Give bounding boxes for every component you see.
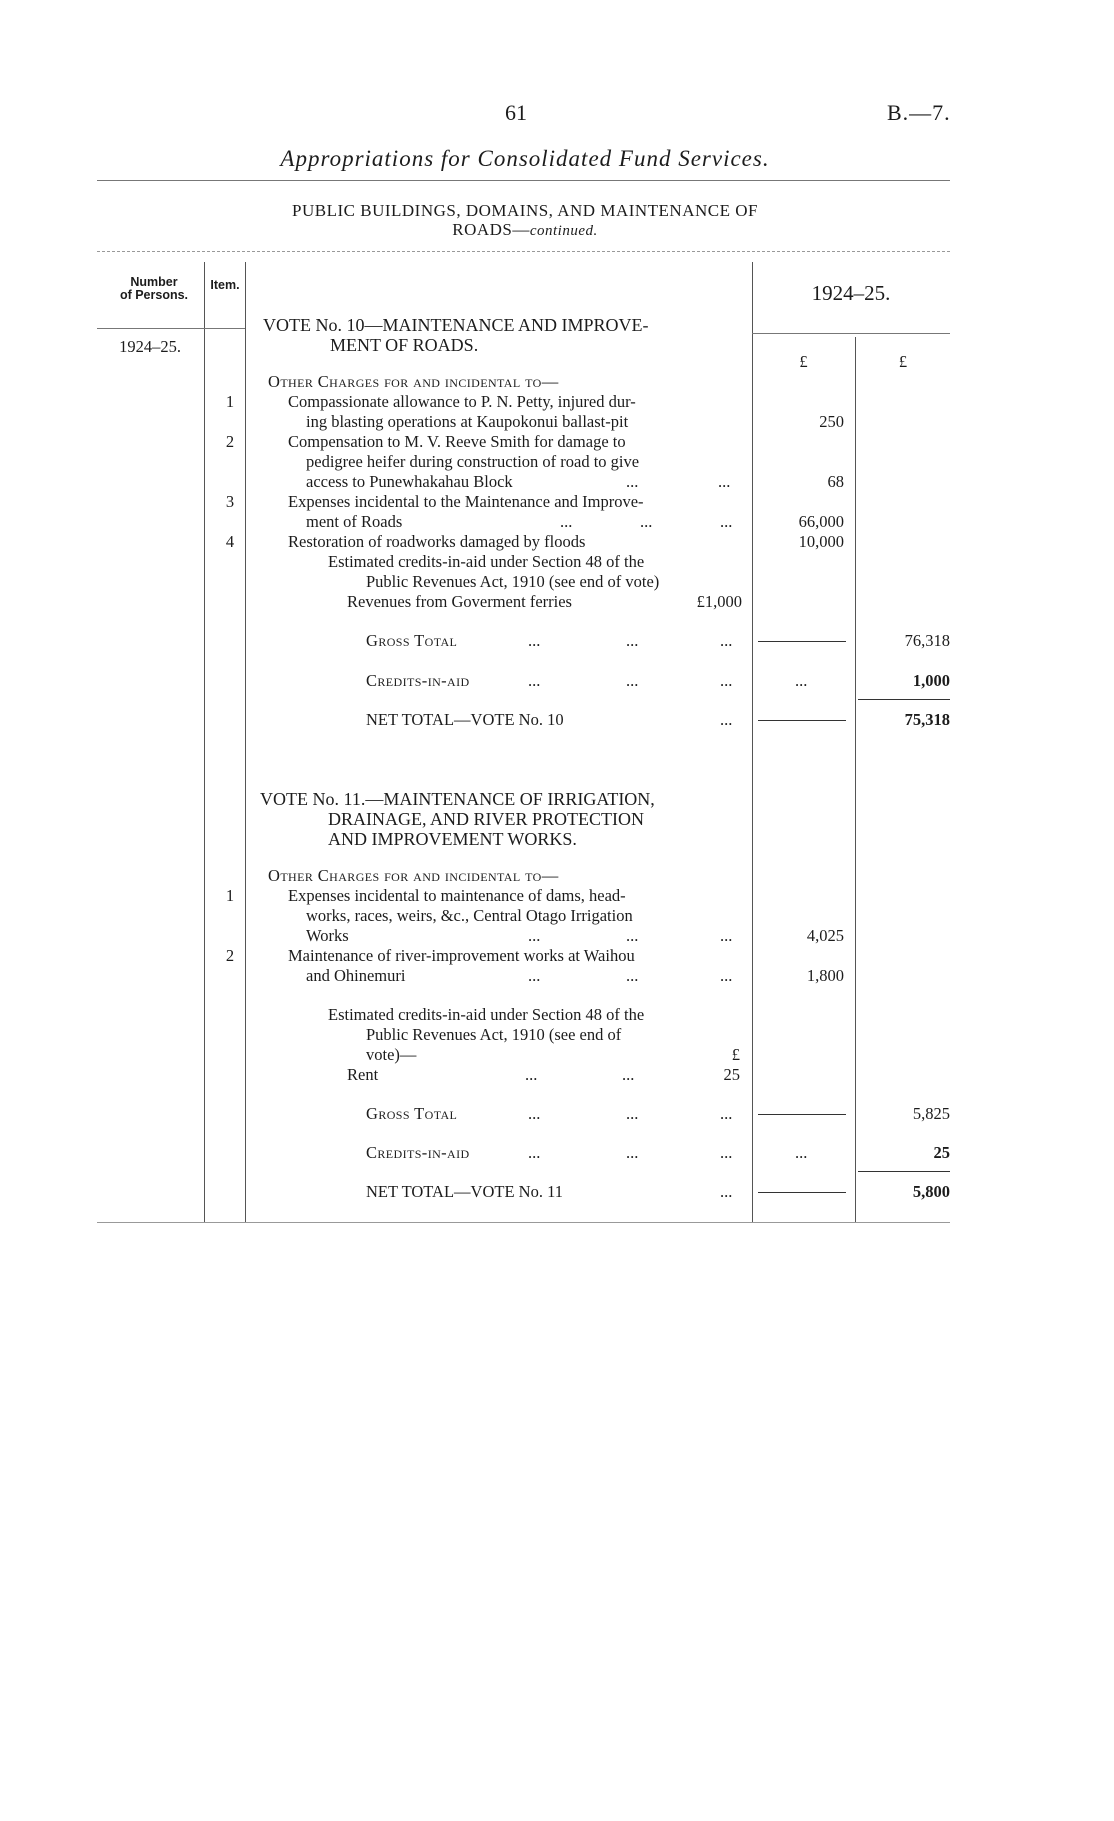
vote11-item-1-number: 1: [225, 886, 235, 905]
vote10-item-1-number: 1: [225, 392, 235, 411]
vote10-item-1-line2: ing blasting operations at Kaupokonui ballast-pit: [306, 412, 629, 431]
vote10-item-3-number: 3: [225, 492, 235, 511]
vote10-item-2-line3: access to Punewhakahau Block: [306, 472, 513, 491]
vote11-gross-leader-c: ...: [720, 1104, 733, 1123]
vote10-credits-leader-b: ...: [626, 671, 639, 690]
vote11-item-1-line3: Works: [306, 926, 349, 945]
vote11-item-1-line1: Expenses incidental to maintenance of dams, head-: [288, 886, 626, 905]
vote10-credits-note-line3: Revenues from Goverment ferries: [347, 592, 572, 611]
vote10-item-3-line2: ment of Roads: [306, 512, 403, 531]
vote11-item-1-leader-b: ...: [626, 926, 639, 945]
title-rule: [97, 180, 950, 181]
vote10-item-1-amount: 250: [819, 412, 844, 431]
vote10-gross-total: 76,318: [904, 631, 950, 650]
vote11-gross-leader-a: ...: [528, 1104, 541, 1123]
vote11-credits-note-line1: Estimated credits-in-aid under Section 48 of the: [328, 1005, 645, 1024]
persons-header-line1: Number: [130, 275, 178, 289]
vote10-net-total: 75,318: [904, 710, 950, 729]
vote11-gross-amount-dash: [758, 1114, 846, 1115]
vote11-net-total: 5,800: [912, 1182, 950, 1201]
column-divider-persons: [204, 262, 205, 1222]
vote11-net-leader: ...: [720, 1182, 733, 1201]
page-number: 61: [505, 100, 527, 125]
vote10-item-3-leader-a: ...: [560, 512, 573, 531]
year-header-rule: [752, 333, 950, 334]
vote11-credits-label: Credits-in-aid: [366, 1143, 470, 1162]
vote11-heading-line2: DRAINAGE, AND RIVER PROTECTION: [328, 809, 644, 829]
vote11-item-1-leader-c: ...: [720, 926, 733, 945]
vote11-net-label: NET TOTAL—VOTE No. 11: [366, 1182, 563, 1201]
pound-sign-total: £: [898, 352, 908, 371]
section-title-roads: ROADS—: [452, 220, 530, 239]
vote10-net-leader: ...: [720, 710, 733, 729]
vote11-gross-leader-b: ...: [626, 1104, 639, 1123]
vote10-credits-note-line2: Public Revenues Act, 1910 (see end of vote): [366, 572, 660, 591]
vote10-net-amount-dash: [758, 720, 846, 721]
vote11-gross-total: 5,825: [912, 1104, 950, 1123]
vote11-heading-line3: AND IMPROVEMENT WORKS.: [328, 829, 577, 849]
vote10-gross-leader-c: ...: [720, 631, 733, 650]
vote10-gross-leader-a: ...: [528, 631, 541, 650]
vote11-credits-total: 25: [933, 1143, 950, 1162]
vote10-credits-total: 1,000: [912, 671, 950, 690]
year-column-header: 1924–25.: [811, 281, 891, 305]
document-reference: B.—7.: [887, 100, 951, 125]
persons-year: 1924–25.: [119, 337, 181, 356]
vote10-heading-line2: MENT OF ROADS.: [330, 335, 479, 355]
vote11-credits-leader-a: ...: [528, 1143, 541, 1162]
item-column-header: Item.: [210, 278, 240, 292]
vote11-rent-amount: 25: [723, 1065, 740, 1084]
vote10-net-label: NET TOTAL—VOTE No. 10: [366, 710, 564, 729]
vote10-item-3-leader-b: ...: [640, 512, 653, 531]
vote10-charges-heading: Other Charges for and incidental to—: [268, 372, 559, 391]
vote10-credits-leader-c: ...: [720, 671, 733, 690]
persons-column-header: [108, 276, 200, 302]
vote10-item-2-amount: 68: [827, 472, 844, 491]
vote11-credits-leader-b: ...: [626, 1143, 639, 1162]
vote10-credits-amount-leader: ...: [795, 671, 808, 690]
vote11-credits-note-line2: Public Revenues Act, 1910 (see end of: [366, 1025, 622, 1044]
vote10-item-3-line1: Expenses incidental to the Maintenance and Improve-: [288, 492, 644, 511]
vote11-item-1-leader-a: ...: [528, 926, 541, 945]
vote11-item-2-leader-c: ...: [720, 966, 733, 985]
vote11-charges-heading: Other Charges for and incidental to—: [268, 866, 559, 885]
vote11-item-2-amount: 1,800: [806, 966, 844, 985]
vote10-credits-note-amount: £1,000: [696, 592, 742, 611]
column-divider-desc: [752, 262, 753, 1222]
vote11-item-2-leader-a: ...: [528, 966, 541, 985]
vote10-gross-label: Gross Total: [366, 631, 458, 650]
column-divider-amount: [855, 337, 856, 1222]
vote11-item-2-line2: and Ohinemuri: [306, 966, 406, 985]
vote11-credits-leader-c: ...: [720, 1143, 733, 1162]
vote11-item-1-amount: 4,025: [806, 926, 844, 945]
vote10-item-2-leader-a: ...: [626, 472, 639, 491]
vote11-item-2-leader-b: ...: [626, 966, 639, 985]
persons-header-rule: [97, 328, 245, 329]
table-bottom-rule: [97, 1222, 950, 1223]
persons-header-line2: of Persons.: [119, 288, 189, 302]
vote11-heading-line1: VOTE No. 11.—MAINTENANCE OF IRRIGATION,: [260, 789, 655, 809]
vote10-item-2-line1: Compensation to M. V. Reeve Smith for damage to: [288, 432, 626, 451]
page-title: Appropriations for Consolidated Fund Services.: [280, 146, 770, 171]
vote10-item-4-number: 4: [225, 532, 235, 551]
vote11-item-1-line2: works, races, weirs, &c., Central Otago Irrigation: [306, 906, 633, 925]
vote10-item-3-amount: 66,000: [798, 512, 844, 531]
pound-sign-amount: £: [799, 352, 808, 371]
vote11-item-2-line1: Maintenance of river-improvement works at Waihou: [288, 946, 635, 965]
vote10-credits-note-line1: Estimated credits-in-aid under Section 48 of the: [328, 552, 645, 571]
vote10-credits-rule: [858, 699, 950, 700]
vote10-gross-leader-b: ...: [626, 631, 639, 650]
vote10-item-3-leader-c: ...: [720, 512, 733, 531]
vote10-heading-line1: VOTE No. 10—MAINTENANCE AND IMPROVE-: [263, 315, 649, 335]
section-title-line1: PUBLIC BUILDINGS, DOMAINS, AND MAINTENANCE OF: [292, 201, 758, 220]
table-top-rule: [97, 251, 950, 252]
vote11-gross-label: Gross Total: [366, 1104, 458, 1123]
vote11-rent-leader-b: ...: [622, 1065, 635, 1084]
vote10-item-4-amount: 10,000: [798, 532, 844, 551]
vote11-credits-note-line3: vote)—: [366, 1045, 417, 1064]
section-title: [200, 201, 850, 241]
column-divider-item: [245, 262, 246, 1222]
section-continued: continued.: [529, 223, 598, 239]
vote10-credits-leader-a: ...: [528, 671, 541, 690]
vote10-credits-label: Credits-in-aid: [366, 671, 470, 690]
vote10-item-2-leader-b: ...: [718, 472, 731, 491]
vote11-credits-rule: [858, 1171, 950, 1172]
section-title-line2: [200, 220, 850, 241]
vote11-rent-leader-a: ...: [525, 1065, 538, 1084]
vote10-item-2-number: 2: [225, 432, 235, 451]
vote11-net-amount-dash: [758, 1192, 846, 1193]
vote10-gross-amount-dash: [758, 641, 846, 642]
vote10-item-4-line1: Restoration of roadworks damaged by floods: [288, 532, 586, 551]
vote11-credits-note-pound: £: [731, 1045, 740, 1064]
vote11-credits-amount-leader: ...: [795, 1143, 808, 1162]
vote11-item-2-number: 2: [225, 946, 235, 965]
vote10-item-1-line1: Compassionate allowance to P. N. Petty, injured dur-: [288, 392, 636, 411]
vote10-item-2-line2: pedigree heifer during construction of road to give: [306, 452, 640, 471]
vote11-rent-label: Rent: [347, 1065, 379, 1084]
